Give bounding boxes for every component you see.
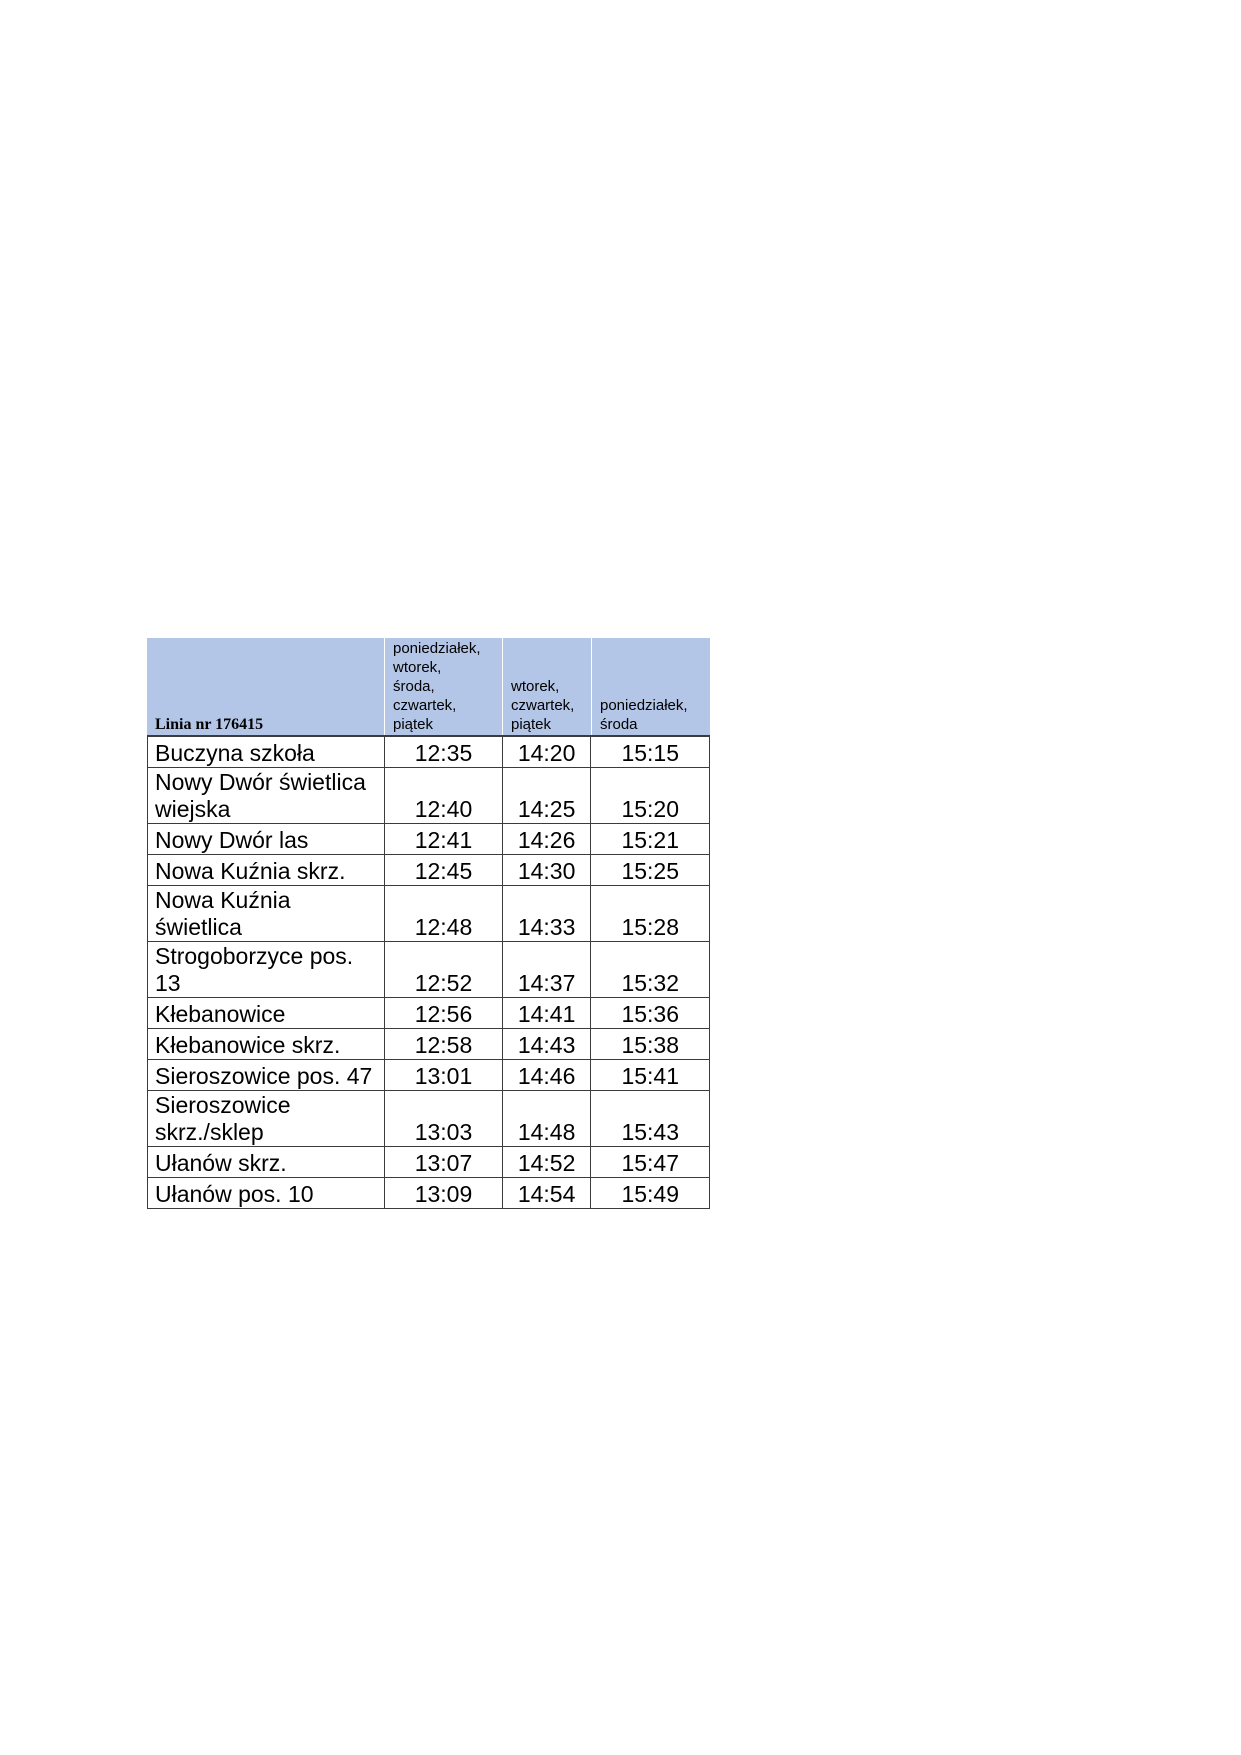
- departure-time: 15:38: [590, 1029, 709, 1059]
- departure-time: 15:15: [590, 737, 709, 767]
- table-row: [148, 1146, 709, 1177]
- stop-name: Kłebanowice skrz.: [155, 1032, 341, 1058]
- departure-time: 14:37: [502, 942, 591, 997]
- table-row: [148, 941, 709, 997]
- departure-time: 13:07: [384, 1147, 502, 1177]
- stop-name: Ułanów skrz.: [155, 1150, 287, 1176]
- departure-time: 15:28: [590, 886, 709, 941]
- departure-time: 12:48: [384, 886, 502, 941]
- departure-time: 13:03: [384, 1091, 502, 1146]
- stop-name: Kłebanowice: [155, 1001, 286, 1027]
- departure-time: 12:45: [384, 855, 502, 885]
- header-days-2: [502, 638, 591, 735]
- timetable: [147, 638, 710, 1209]
- table-row: [148, 1177, 709, 1208]
- stop-name: Nowa Kuźnia świetlica: [155, 887, 291, 940]
- table-row: [148, 885, 709, 941]
- table-row: [148, 854, 709, 885]
- table-row: [148, 823, 709, 854]
- stop-name: Buczyna szkoła: [155, 740, 315, 766]
- departure-time: 13:09: [384, 1178, 502, 1208]
- timetable-body: [147, 737, 710, 1209]
- departure-time: 14:54: [502, 1178, 591, 1208]
- departure-time: 14:25: [502, 768, 591, 823]
- departure-time: 12:35: [384, 737, 502, 767]
- stop-name: Nowy Dwór las: [155, 827, 309, 853]
- departure-time: 15:43: [590, 1091, 709, 1146]
- departure-time: 14:33: [502, 886, 591, 941]
- departure-time: 12:52: [384, 942, 502, 997]
- days-label: wtorek, czwartek, piątek: [511, 678, 575, 733]
- stop-name: Sieroszowice pos. 47: [155, 1063, 373, 1089]
- line-title: Linia nr 176415: [155, 716, 264, 733]
- table-row: [148, 997, 709, 1028]
- table-row: [148, 1028, 709, 1059]
- table-row: [148, 767, 709, 823]
- days-label: poniedziałek, środa: [600, 697, 688, 733]
- departure-time: 15:36: [590, 998, 709, 1028]
- departure-time: 14:43: [502, 1029, 591, 1059]
- departure-time: 15:41: [590, 1060, 709, 1090]
- departure-time: 12:58: [384, 1029, 502, 1059]
- departure-time: 14:52: [502, 1147, 591, 1177]
- departure-time: 12:40: [384, 768, 502, 823]
- table-row: [148, 737, 709, 767]
- departure-time: 14:48: [502, 1091, 591, 1146]
- header-line-cell: [147, 638, 384, 735]
- departure-time: 14:20: [502, 737, 591, 767]
- departure-time: 14:26: [502, 824, 591, 854]
- timetable-header: [147, 638, 710, 737]
- stop-name: Nowa Kuźnia skrz.: [155, 858, 346, 884]
- stop-name: Nowy Dwór świetlica wiejska: [155, 769, 366, 822]
- days-label: poniedziałek, wtorek, środa, czwartek, piątek: [393, 640, 481, 733]
- stop-name: Sieroszowice skrz./sklep: [155, 1092, 291, 1145]
- departure-time: 14:46: [502, 1060, 591, 1090]
- header-days-3: [591, 638, 710, 735]
- header-days-1: [384, 638, 502, 735]
- departure-time: 12:41: [384, 824, 502, 854]
- departure-time: 15:20: [590, 768, 709, 823]
- departure-time: 13:01: [384, 1060, 502, 1090]
- departure-time: 15:25: [590, 855, 709, 885]
- departure-time: 15:32: [590, 942, 709, 997]
- departure-time: 15:47: [590, 1147, 709, 1177]
- departure-time: 12:56: [384, 998, 502, 1028]
- table-row: [148, 1090, 709, 1146]
- departure-time: 14:30: [502, 855, 591, 885]
- table-row: [148, 1059, 709, 1090]
- departure-time: 14:41: [502, 998, 591, 1028]
- departure-time: 15:21: [590, 824, 709, 854]
- stop-name: Strogoborzyce pos. 13: [155, 943, 354, 996]
- stop-name: Ułanów pos. 10: [155, 1181, 314, 1207]
- departure-time: 15:49: [590, 1178, 709, 1208]
